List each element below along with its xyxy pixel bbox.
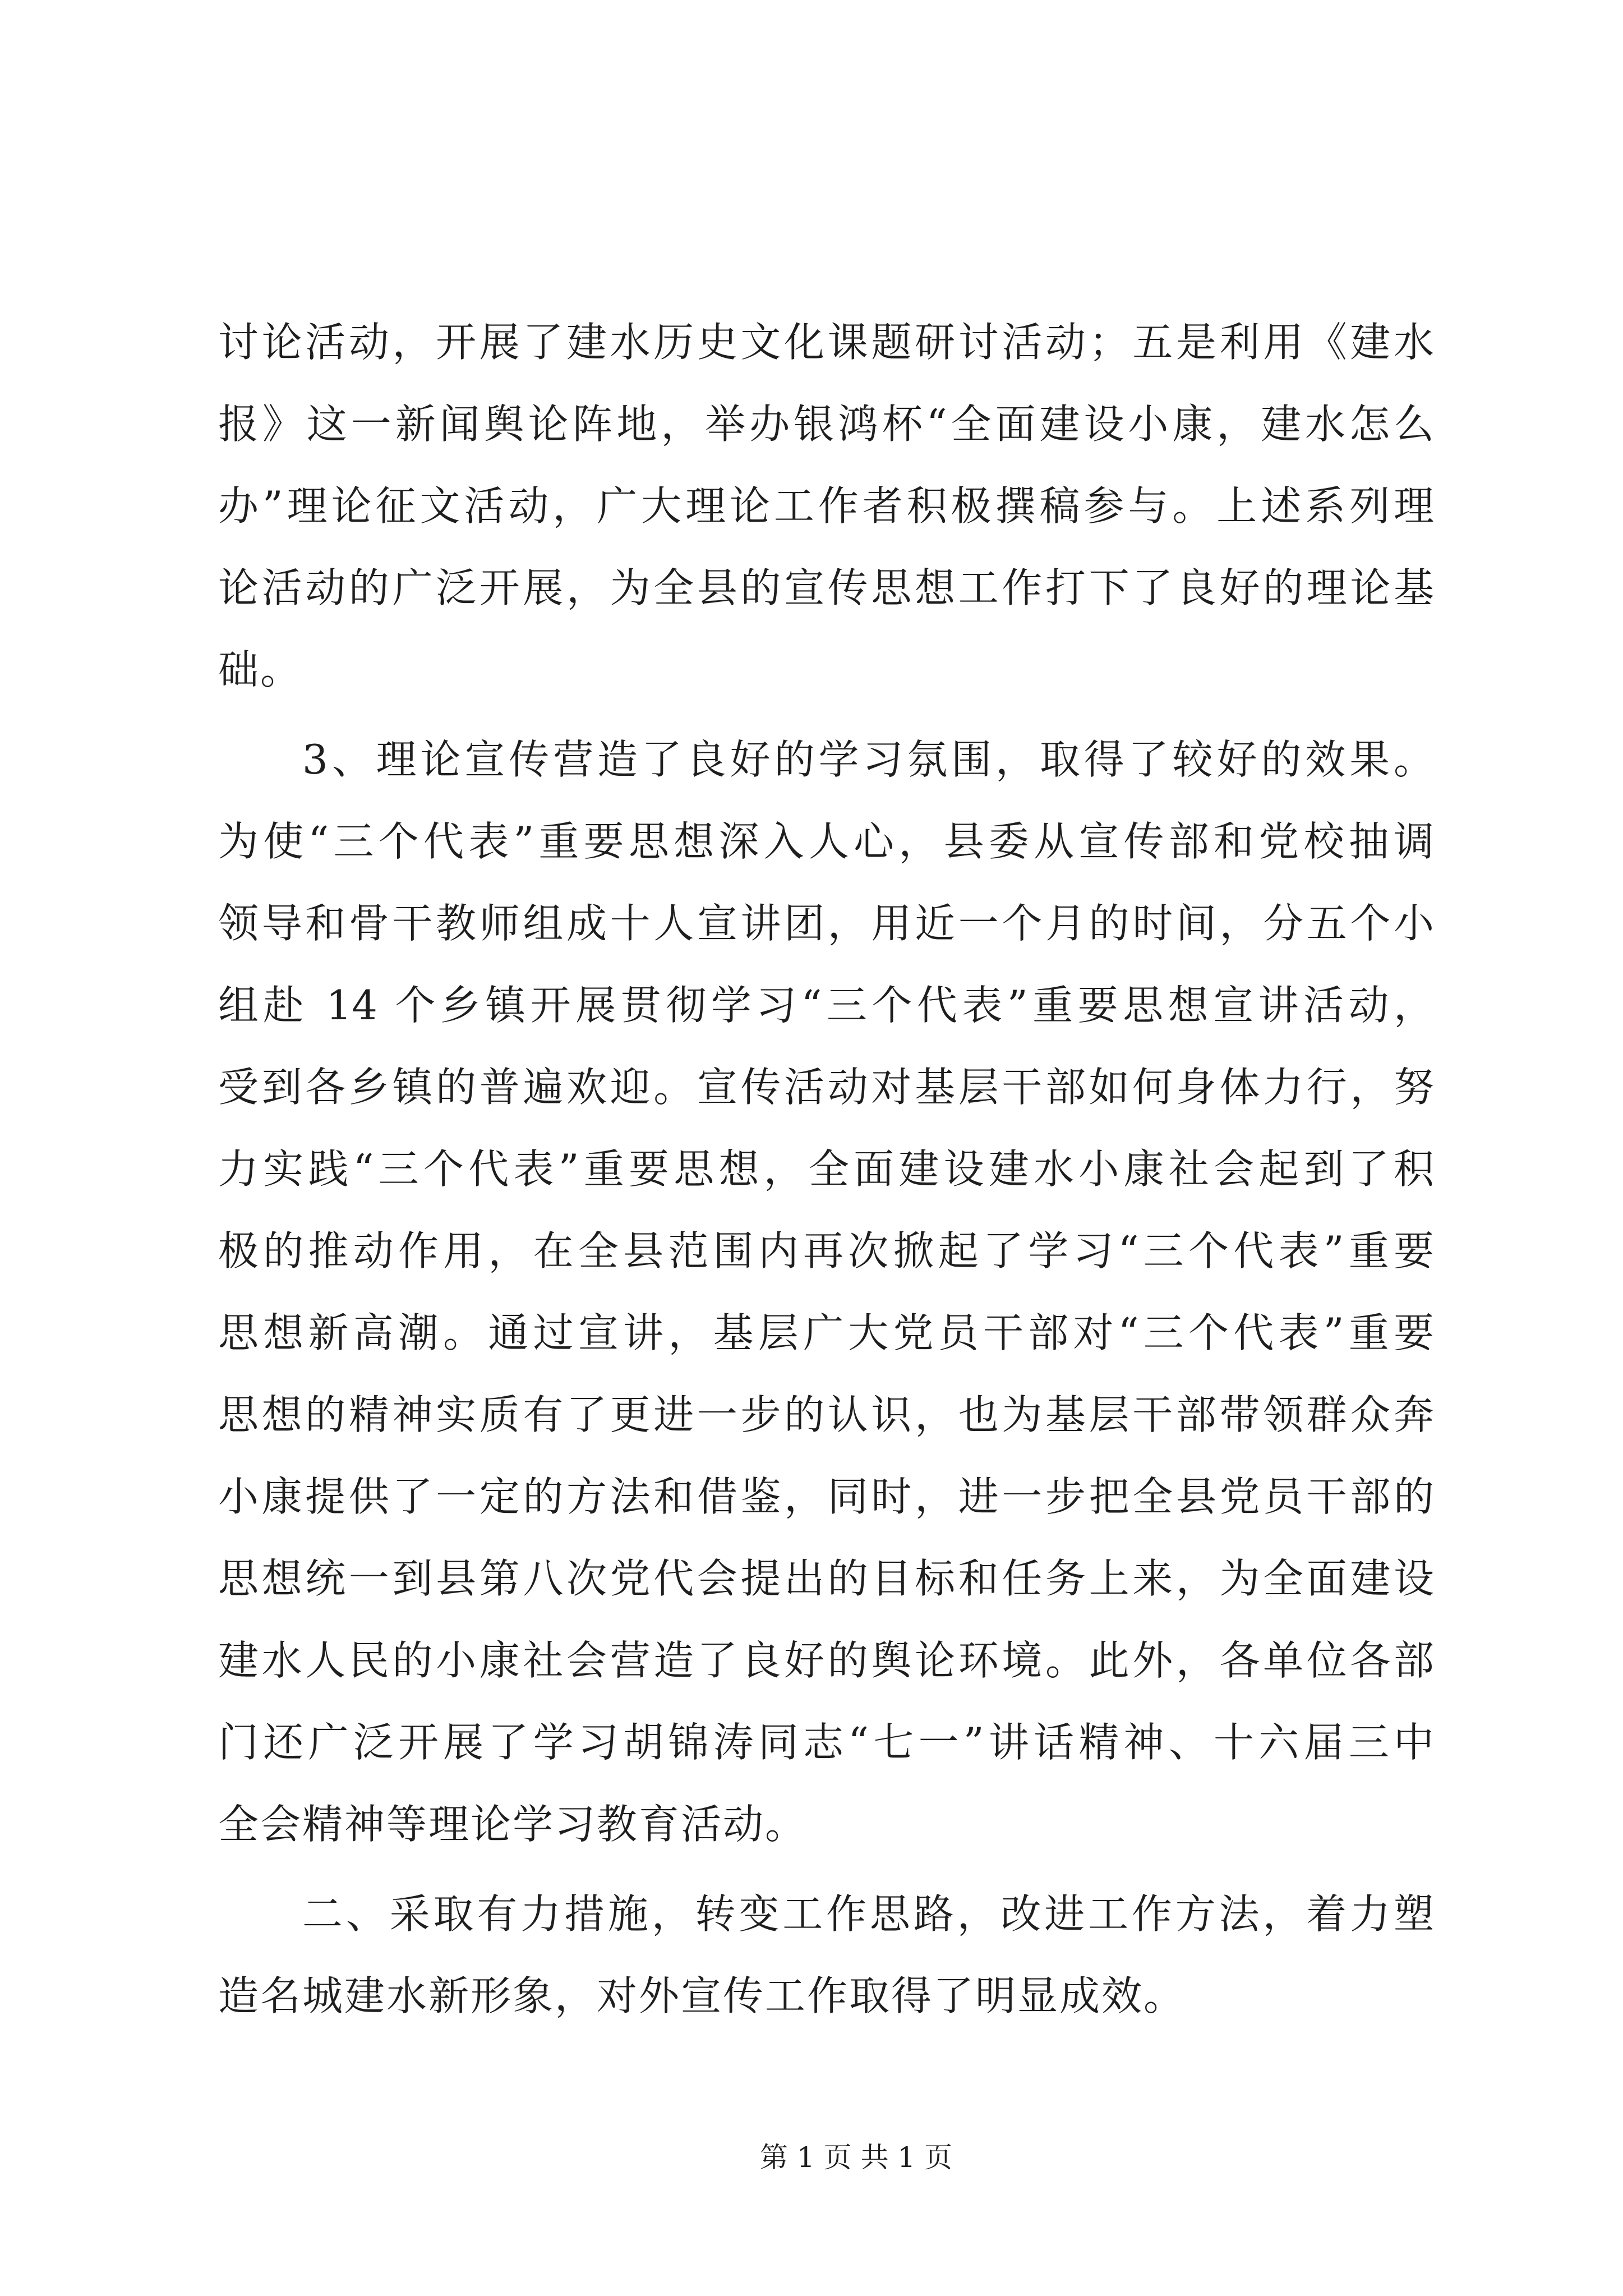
text-line: 门还广泛开展了学习胡锦涛同志“七一”讲话精神、十六届三中 bbox=[218, 1719, 1434, 1766]
text-line: 小康提供了一定的方法和借鉴，同时，进一步把全县党员干部的 bbox=[218, 1473, 1434, 1520]
page-footer: 第 1 页 共 1 页 bbox=[760, 2141, 953, 2174]
text-line: 论活动的广泛开展，为全县的宣传思想工作打下了良好的理论基 bbox=[218, 564, 1434, 611]
text-line: 极的推动作用，在全县范围内再次掀起了学习“三个代表”重要 bbox=[218, 1227, 1434, 1274]
paragraph bbox=[218, 1873, 1434, 2037]
paragraph bbox=[218, 301, 1434, 711]
text-line: 思想的精神实质有了更进一步的认识，也为基层干部带领群众奔 bbox=[218, 1391, 1434, 1438]
text-line: 思想统一到县第八次党代会提出的目标和任务上来，为全面建设 bbox=[218, 1555, 1434, 1602]
text-line: 讨论活动，开展了建水历史文化课题研讨活动；五是利用《建水 bbox=[218, 319, 1434, 366]
text-line: 全会精神等理论学习教育活动。 bbox=[218, 1801, 808, 1848]
text-line: 领导和骨干教师组成十人宣讲团，用近一个月的时间，分五个小 bbox=[218, 900, 1434, 947]
section-heading-line: 3、理论宣传营造了良好的学习氛围，取得了较好的效果。 bbox=[302, 736, 1434, 783]
paragraph bbox=[218, 719, 1434, 1865]
text-line: 报》这一新闻舆论阵地，举办银鸿杯“全面建设小康，建水怎么 bbox=[218, 401, 1434, 448]
text-line: 力实践“三个代表”重要思想，全面建设建水小康社会起到了积 bbox=[218, 1145, 1434, 1193]
text-line: 组赴 14 个乡镇开展贯彻学习“三个代表”重要思想宣讲活动， bbox=[218, 982, 1434, 1029]
text-line: 受到各乡镇的普遍欢迎。宣传活动对基层干部如何身体力行，努 bbox=[218, 1064, 1434, 1111]
text-line: 础。 bbox=[218, 646, 303, 693]
text-line: 造名城建水新形象，对外宣传工作取得了明显成效。 bbox=[218, 1972, 1186, 2019]
section-heading-line: 二、采取有力措施，转变工作思路，改进工作方法，着力塑 bbox=[302, 1890, 1434, 1938]
text-line: 为使“三个代表”重要思想深入人心，县委从宣传部和党校抽调 bbox=[218, 818, 1434, 865]
document-body bbox=[218, 301, 1434, 2037]
text-line: 思想新高潮。通过宣讲，基层广大党员干部对“三个代表”重要 bbox=[218, 1309, 1434, 1356]
text-line: 办”理论征文活动，广大理论工作者积极撰稿参与。上述系列理 bbox=[218, 482, 1434, 530]
text-line: 建水人民的小康社会营造了良好的舆论环境。此外，各单位各部 bbox=[218, 1637, 1434, 1684]
